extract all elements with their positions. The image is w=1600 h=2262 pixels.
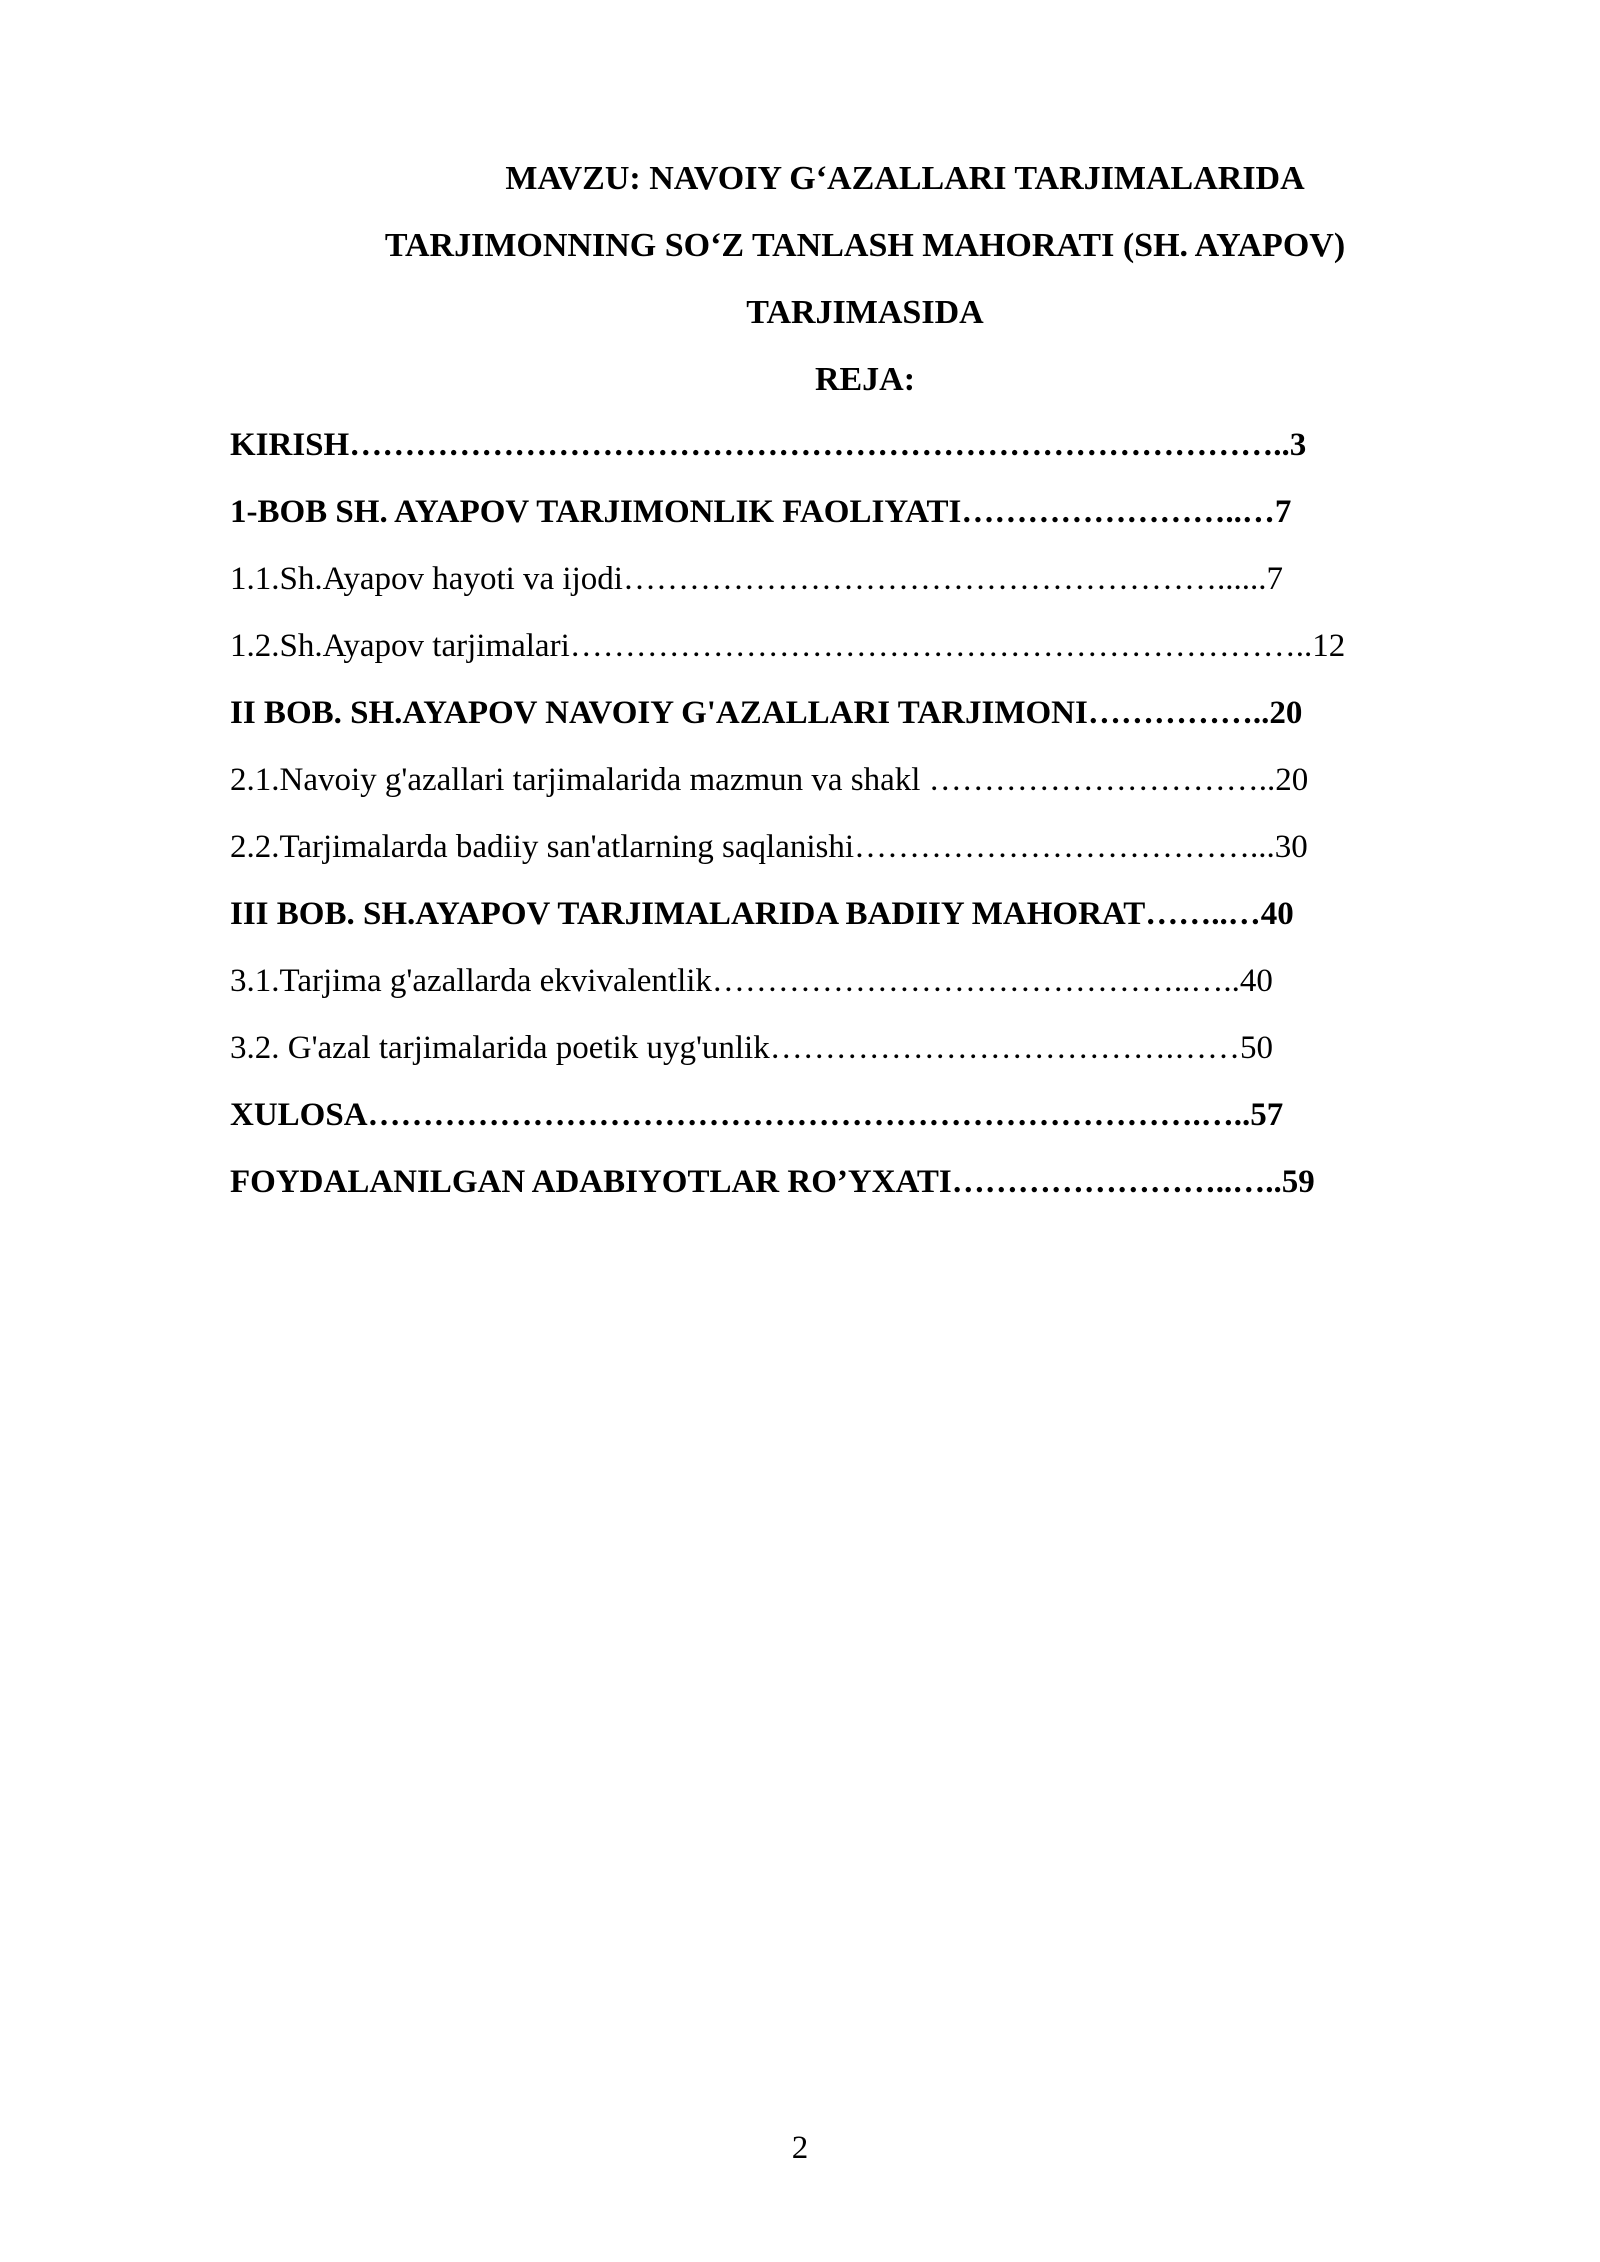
- toc-entry-section-1-2: 1.2.Sh.Ayapov tarjimalari…………………………………………………………..12: [230, 628, 1346, 664]
- toc-entry-xulosa: XULOSA………………………………………………………………….…..57: [230, 1097, 1284, 1133]
- toc-entry-kirish: KIRISH…………………………………………………………………………..3: [230, 427, 1307, 463]
- toc-entry-section-1-1: 1.1.Sh.Ayapov hayoti va ijodi………………………………………………......7: [230, 561, 1283, 597]
- toc-entry-section-3-2: 3.2. G'azal tarjimalarida poetik uyg'unlik……………………………….……50: [230, 1030, 1273, 1066]
- toc-entry-section-2-1: 2.1.Navoiy g'azallari tarjimalarida mazmun va shakl …………………………..20: [230, 762, 1309, 798]
- table-of-contents: [230, 412, 1475, 1216]
- document-title: [300, 145, 1430, 346]
- toc-entry-chapter-3: III BOB. SH.AYAPOV TARJIMALARIDA BADIIY MAHORAT……..…40: [230, 896, 1294, 932]
- title-line-3: TARJIMASIDA: [746, 294, 984, 331]
- toc-entry-chapter-1: 1-BOB SH. AYAPOV TARJIMONLIK FAOLIYATI……………………..…7: [230, 494, 1292, 530]
- title-line-1: MAVZU: NAVOIY G‘AZALLARI TARJIMALARIDA: [505, 160, 1305, 197]
- title-line-2: TARJIMONNING SO‘Z TANLASH MAHORATI (SH. AYAPOV): [384, 227, 1346, 264]
- toc-entry-section-3-1: 3.1.Tarjima g'azallarda ekvivalentlik……………………………………..…..40: [230, 963, 1273, 999]
- page-number: 2: [791, 2130, 809, 2166]
- plan-heading: REJA:: [814, 361, 916, 398]
- toc-entry-bibliography: FOYDALANILGAN ADABIYOTLAR RO’YXATI……………………..…..59: [230, 1164, 1315, 1200]
- toc-entry-chapter-2: II BOB. SH.AYAPOV NAVOIY G'AZALLARI TARJIMONI……………..20: [230, 695, 1303, 731]
- toc-entry-section-2-2: 2.2.Tarjimalarda badiiy san'atlarning saqlanishi………………………………...30: [230, 829, 1308, 865]
